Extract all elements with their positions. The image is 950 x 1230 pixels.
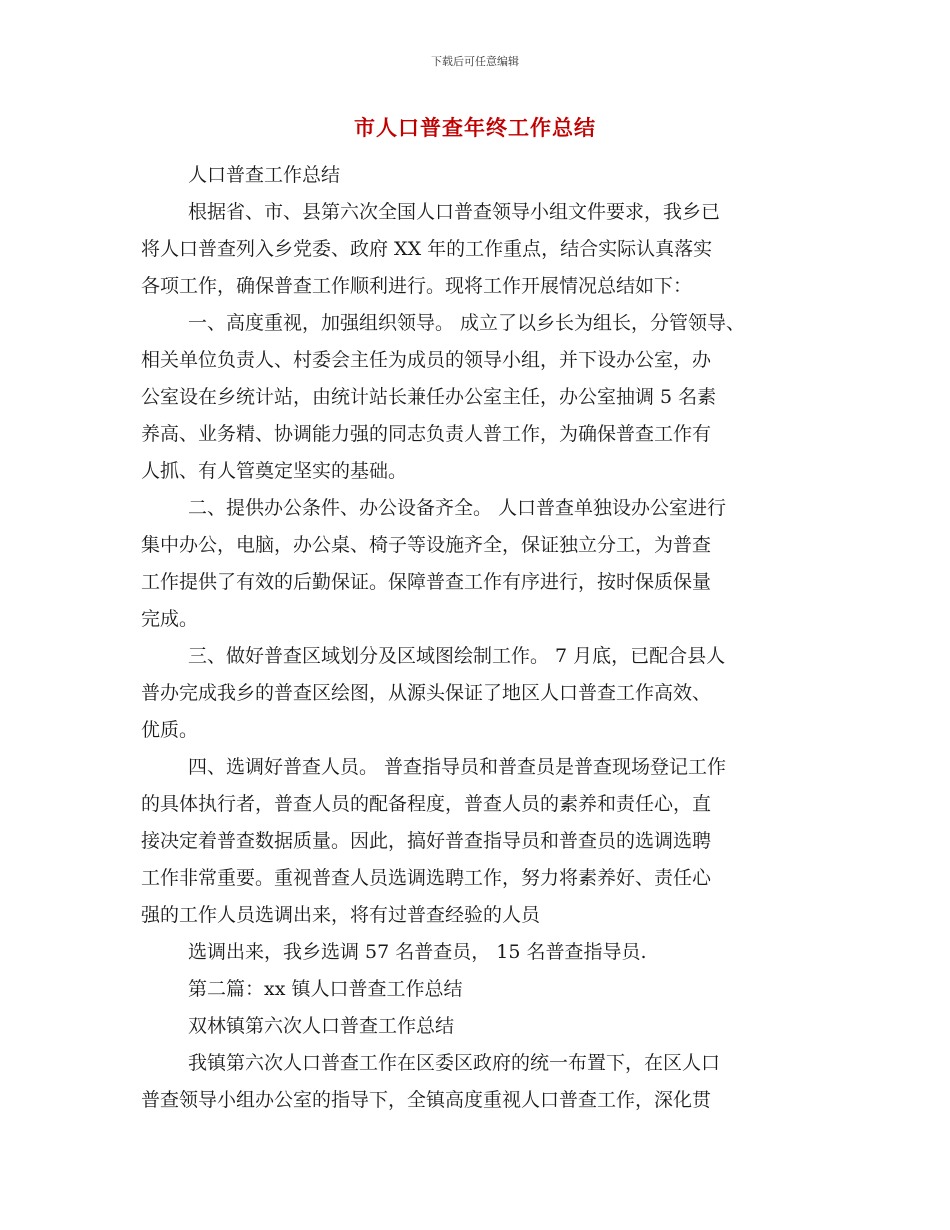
paragraph-line: 一、高度重视，加强组织领导。 成立了以乡长为组长，分管领导、 [188, 312, 746, 334]
paragraph-line: 工作提供了有效的后勤保证。保障普查工作有序进行，按时保质保量 [141, 571, 712, 593]
paragraph-line: 强的工作人员选调出来，将有过普查经验的人员 [141, 904, 541, 926]
paragraph-line: 我镇第六次人口普查工作在区委区政府的统一布置下，在区人口 [188, 1052, 721, 1074]
paragraph-line: 二、提供办公条件、办公设备齐全。 人口普查单独设办公室进行 [188, 497, 727, 519]
paragraph-line: 优质。 [141, 719, 199, 741]
paragraph-line: 选调出来，我乡选调 57 名普查员， 15 名普查指导员. [188, 941, 647, 963]
paragraph-line: 的具体执行者，普查人员的配备程度，普查人员的素养和责任心，直 [141, 793, 712, 815]
paragraph-line: 公室设在乡统计站，由统计站长兼任办公室主任，办公室抽调 5 名素 [141, 386, 717, 408]
paragraph-line: 完成。 [141, 608, 199, 630]
paragraph-line: 根据省、市、县第六次全国人口普查领导小组文件要求，我乡已 [188, 201, 721, 223]
document-title: 市人口普查年终工作总结 [354, 116, 596, 140]
paragraph-line: 四、选调好普查人员。 普查指导员和普查员是普查现场登记工作 [188, 756, 727, 778]
paragraph-line: 普办完成我乡的普查区绘图，从源头保证了地区人口普查工作高效、 [141, 682, 712, 704]
paragraph-line: 人抓、有人管奠定坚实的基础。 [141, 460, 408, 482]
paragraph-line: 养高、业务精、协调能力强的同志负责人普工作，为确保普查工作有 [141, 423, 712, 445]
paragraph-line: 相关单位负责人、村委会主任为成员的领导小组，并下设办公室，办 [141, 349, 712, 371]
paragraph-line: 普查领导小组办公室的指导下，全镇高度重视人口普查工作，深化贯 [141, 1089, 712, 1111]
paragraph-line: 将人口普查列入乡党委、政府 XX 年的工作重点，结合实际认真落实 [141, 238, 713, 260]
header-note: 下载后可任意编辑 [431, 55, 519, 68]
paragraph-line: 工作非常重要。重视普查人员选调选聘工作，努力将素养好、责任心 [141, 867, 712, 889]
section-subtitle: 双林镇第六次人口普查工作总结 [188, 1015, 455, 1037]
paragraph-line: 集中办公，电脑，办公桌、椅子等设施齐全，保证独立分工，为普查 [141, 534, 712, 556]
paragraph-line: 接决定着普查数据质量。因此，搞好普查指导员和普查员的选调选聘 [141, 830, 712, 852]
section-heading: 第二篇：xx 镇人口普查工作总结 [188, 978, 463, 1000]
paragraph-line: 三、做好普查区域划分及区域图绘制工作。 7 月底，已配合县人 [188, 645, 726, 667]
paragraph-line: 人口普查工作总结 [188, 164, 341, 186]
paragraph-line: 各项工作，确保普查工作顺利进行。现将工作开展情况总结如下： [141, 275, 693, 297]
